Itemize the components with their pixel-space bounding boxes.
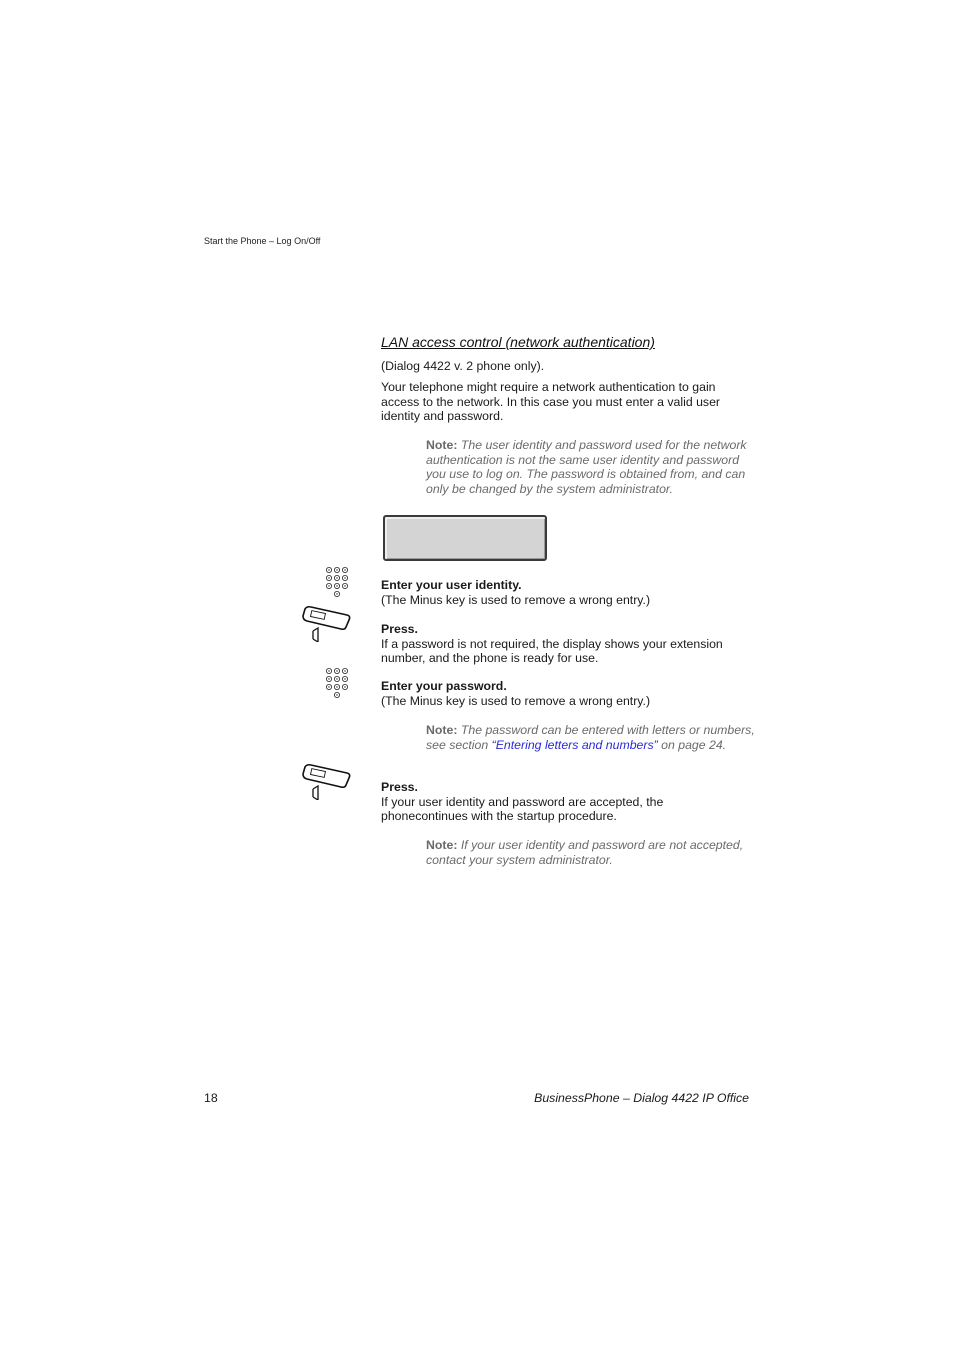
step-title: Enter your password.: [381, 679, 507, 693]
step-title: Press.: [381, 780, 418, 794]
section-title: LAN access control (network authentication): [381, 334, 655, 350]
phone-display: [383, 515, 547, 561]
step-press-2: [381, 780, 753, 824]
running-header: Start the Phone – Log On/Off: [204, 236, 321, 246]
step-title: Enter your user identity.: [381, 578, 522, 592]
step-title: Press.: [381, 622, 418, 636]
note-password-entry: [426, 723, 756, 752]
note-text: The password can be entered with letters or numbers, see section: [426, 723, 755, 752]
body-text: Your telephone might require a network authentication to gain access to the network. In this case you must enter a valid user identity and password.: [381, 380, 721, 423]
step-text: If a password is not required, the display shows your extension number, and the phone is ready for use.: [381, 636, 723, 665]
handset-key-icon: [301, 604, 353, 642]
step-press-1: [381, 622, 753, 666]
note-not-accepted: [426, 838, 756, 867]
note-label: Note:: [426, 438, 458, 452]
step-text: (The Minus key is used to remove a wrong entry.): [381, 693, 651, 708]
note-network-auth: [426, 438, 756, 496]
document-title: BusinessPhone – Dialog 4422 IP Office: [534, 1091, 749, 1105]
note-text-tail: on page 24.: [657, 737, 727, 752]
keypad-icon: [323, 666, 351, 704]
note-text: If your user identity and password are not accepted, contact your system administrator.: [426, 838, 744, 867]
step-enter-user-identity: [381, 578, 753, 607]
step-text: If your user identity and password are accepted, the phonecontinues with the startup procedure.: [381, 794, 664, 823]
step-text: (The Minus key is used to remove a wrong entry.): [381, 592, 651, 607]
note-text: The user identity and password used for the network authentication is not the same user identity and password you use to log on. The password is obtained from, and can only be changed by the system administrator.: [426, 438, 747, 496]
entering-letters-link[interactable]: “Entering letters and numbers”: [491, 737, 658, 752]
note-label: Note:: [426, 838, 458, 852]
note-label: Note:: [426, 723, 458, 737]
keypad-icon: [323, 565, 351, 603]
intro-text: (Dialog 4422 v. 2 phone only).: [381, 359, 545, 373]
page-number: 18: [204, 1091, 218, 1105]
step-enter-password: [381, 679, 753, 708]
handset-key-icon: [301, 762, 353, 800]
